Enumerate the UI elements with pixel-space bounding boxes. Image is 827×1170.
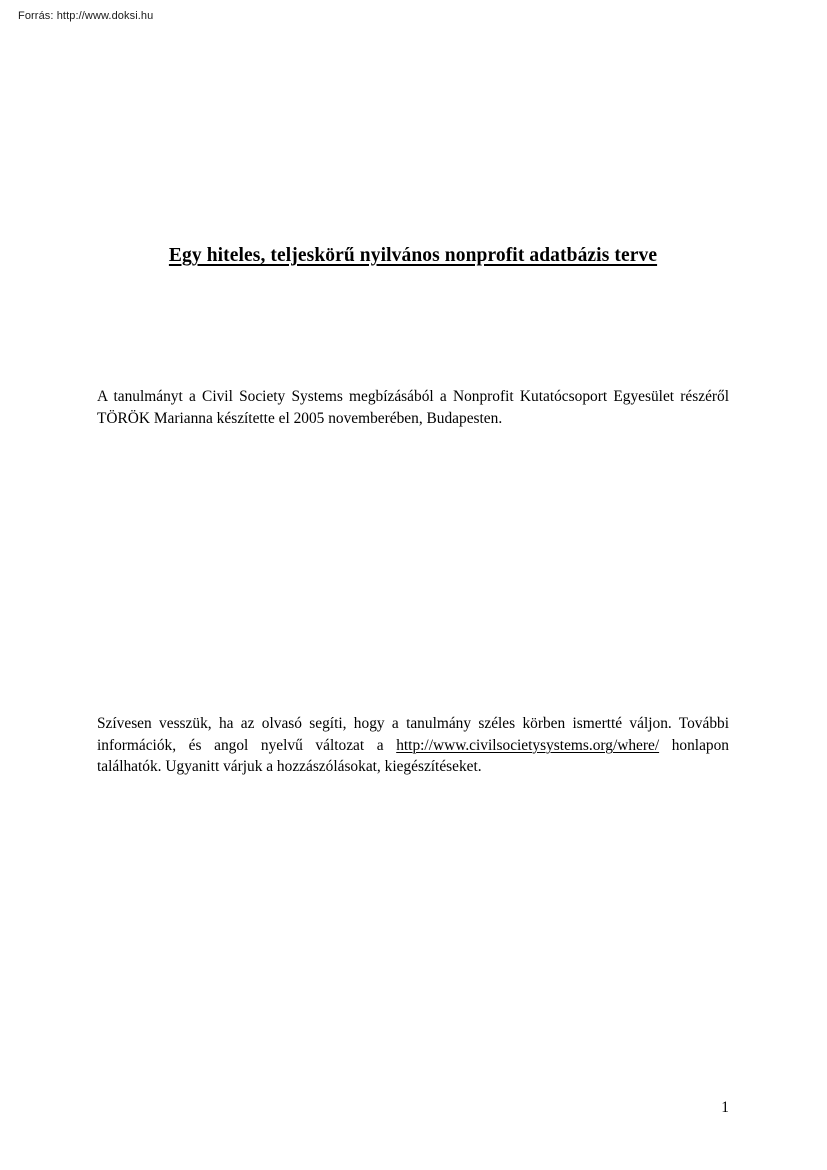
- source-url-stamp: Forrás: http://www.doksi.hu: [18, 10, 154, 22]
- notice-paragraph: [97, 713, 729, 777]
- page-number: 1: [721, 1099, 729, 1116]
- notice-paragraph-text-before: Szívesen vesszük, ha az olvasó segíti, hogy a tanulmány széles körben ismertté váljon. További információk, és angol nyelvű változat a: [97, 715, 729, 754]
- credit-paragraph-text: A tanulmányt a Civil Society Systems megbízásából a Nonprofit Kutatócsoport Egyesület részéről TÖRÖK Marianna készítette el 2005 novemberében, Budapesten.: [97, 388, 729, 427]
- notice-paragraph-text-after: honlapon találhatók. Ugyanitt várjuk a hozzászólásokat, kiegészítéseket.: [97, 736, 729, 775]
- credit-paragraph: [97, 386, 729, 428]
- civilsocietysystems-link[interactable]: http://www.civilsocietysystems.org/where/: [396, 736, 660, 754]
- page-title: [97, 243, 729, 269]
- page-title-text: Egy hiteles, teljeskörű nyilvános nonprofit adatbázis terve: [168, 245, 658, 267]
